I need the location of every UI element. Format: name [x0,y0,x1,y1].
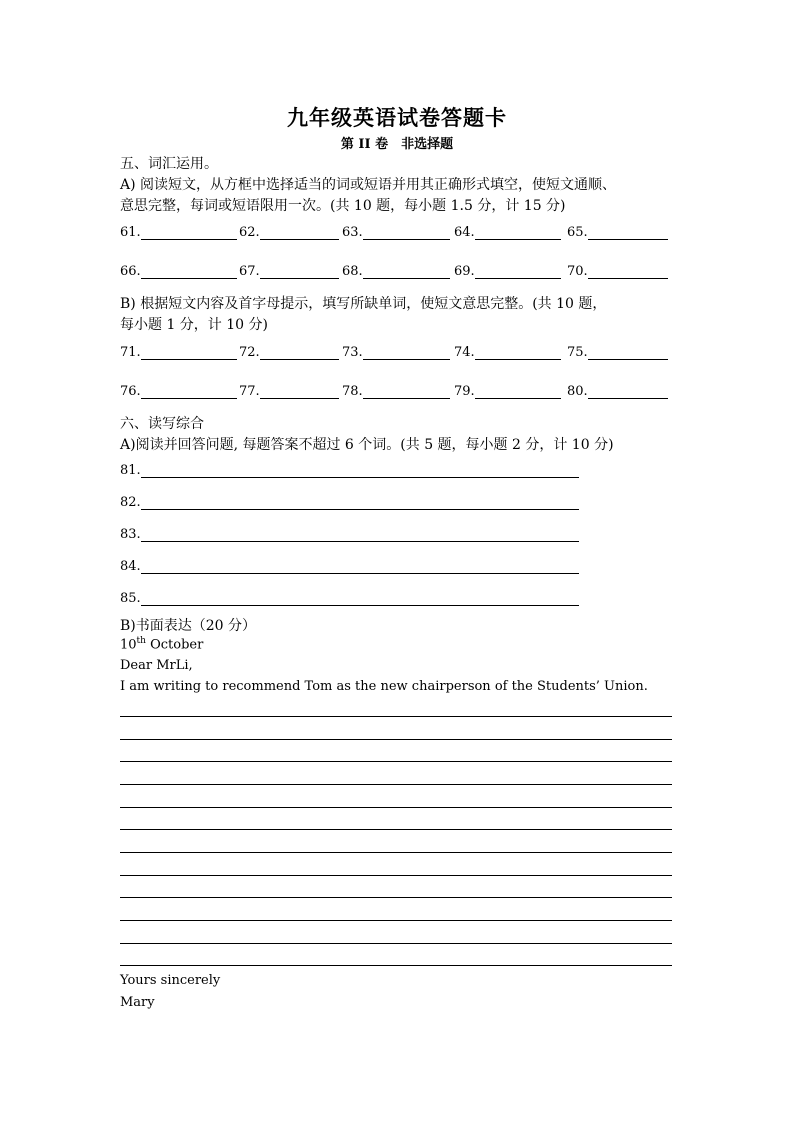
blank-number: 74. [454,345,475,360]
letter-date [120,636,203,652]
section5-b-instruction-line2: 每小题 1 分，计 10 分) [120,317,268,333]
section6-heading: 六、读写综合 [120,416,204,432]
section5-heading: 五、词汇运用。 [120,156,218,172]
blank-number: 73. [342,345,363,360]
blank-67[interactable] [239,259,339,279]
blank-number: 76. [120,384,141,399]
blank-65[interactable] [567,220,668,240]
blank-number: 66. [120,264,141,279]
answer-line-84[interactable] [120,554,579,574]
page-title: 九年级英语试卷答题卡 [287,105,507,130]
blank-78[interactable] [342,379,450,399]
blank-row-71-75 [120,340,680,360]
blank-69[interactable] [454,259,561,279]
blank-63[interactable] [342,220,450,240]
writing-line[interactable] [120,807,672,808]
writing-line[interactable] [120,829,672,830]
date-suffix: th [136,636,146,646]
blank-number: 68. [342,264,363,279]
section6-a-instruction: A)阅读并回答问题, 每题答案不超过 6 个词。(共 5 题，每小题 2 分，计 10 分) [120,437,614,453]
blank-76[interactable] [120,379,237,399]
blank-61[interactable] [120,220,237,240]
letter-opening: I am writing to recommend Tom as the new chairperson of the Students’ Union. [120,679,648,694]
blank-number: 72. [239,345,260,360]
blank-68[interactable] [342,259,450,279]
blank-number: 64. [454,225,475,240]
blank-77[interactable] [239,379,339,399]
blank-64[interactable] [454,220,561,240]
blank-number: 71. [120,345,141,360]
writing-line[interactable] [120,943,672,944]
writing-line[interactable] [120,716,672,717]
answer-line-82[interactable] [120,490,579,510]
answer-line-85[interactable] [120,586,579,606]
blank-73[interactable] [342,340,450,360]
writing-line[interactable] [120,761,672,762]
writing-line[interactable] [120,920,672,921]
blank-74[interactable] [454,340,561,360]
blank-number: 69. [454,264,475,279]
blank-62[interactable] [239,220,339,240]
section5-a-instruction-line1: A) 阅读短文，从方框中选择适当的词或短语并用其正确形式填空，使短文通顺、 [120,177,617,193]
blank-number: 62. [239,225,260,240]
writing-line[interactable] [120,875,672,876]
blank-number: 75. [567,345,588,360]
blank-number: 70. [567,264,588,279]
blank-number: 65. [567,225,588,240]
question-number: 84. [120,559,141,574]
blank-row-66-70 [120,259,680,279]
writing-line[interactable] [120,784,672,785]
blank-number: 61. [120,225,141,240]
letter-greeting: Dear MrLi, [120,658,193,673]
section6-b-instruction: B)书面表达（20 分） [120,618,257,634]
answer-line-83[interactable] [120,522,579,542]
section5-b-instruction-line1: B) 根据短文内容及首字母提示，填写所缺单词，使短文意思完整。(共 10 题， [120,296,607,312]
blank-number: 78. [342,384,363,399]
date-month: October [145,637,204,653]
blank-number: 67. [239,264,260,279]
blank-row-76-80 [120,379,680,399]
question-number: 83. [120,527,141,542]
writing-line[interactable] [120,965,672,966]
blank-79[interactable] [454,379,561,399]
blank-80[interactable] [567,379,668,399]
letter-closing: Yours sincerely [120,973,221,988]
blank-number: 77. [239,384,260,399]
blank-number: 80. [567,384,588,399]
blank-75[interactable] [567,340,668,360]
writing-line[interactable] [120,897,672,898]
section5-a-instruction-line2: 意思完整，每词或短语限用一次。(共 10 题，每小题 1.5 分，计 15 分) [120,198,566,214]
blank-71[interactable] [120,340,237,360]
blank-number: 63. [342,225,363,240]
page-subtitle: 第 II 卷 非选择题 [340,137,454,152]
blank-row-61-65 [120,220,680,240]
writing-line[interactable] [120,852,672,853]
letter-signature: Mary [120,995,155,1010]
question-number: 82. [120,495,141,510]
blank-number: 79. [454,384,475,399]
blank-70[interactable] [567,259,668,279]
question-number: 81. [120,463,141,478]
blank-66[interactable] [120,259,237,279]
answer-line-81[interactable] [120,458,579,478]
date-day: 10 [120,637,137,653]
writing-line[interactable] [120,739,672,740]
blank-72[interactable] [239,340,339,360]
question-number: 85. [120,591,141,606]
